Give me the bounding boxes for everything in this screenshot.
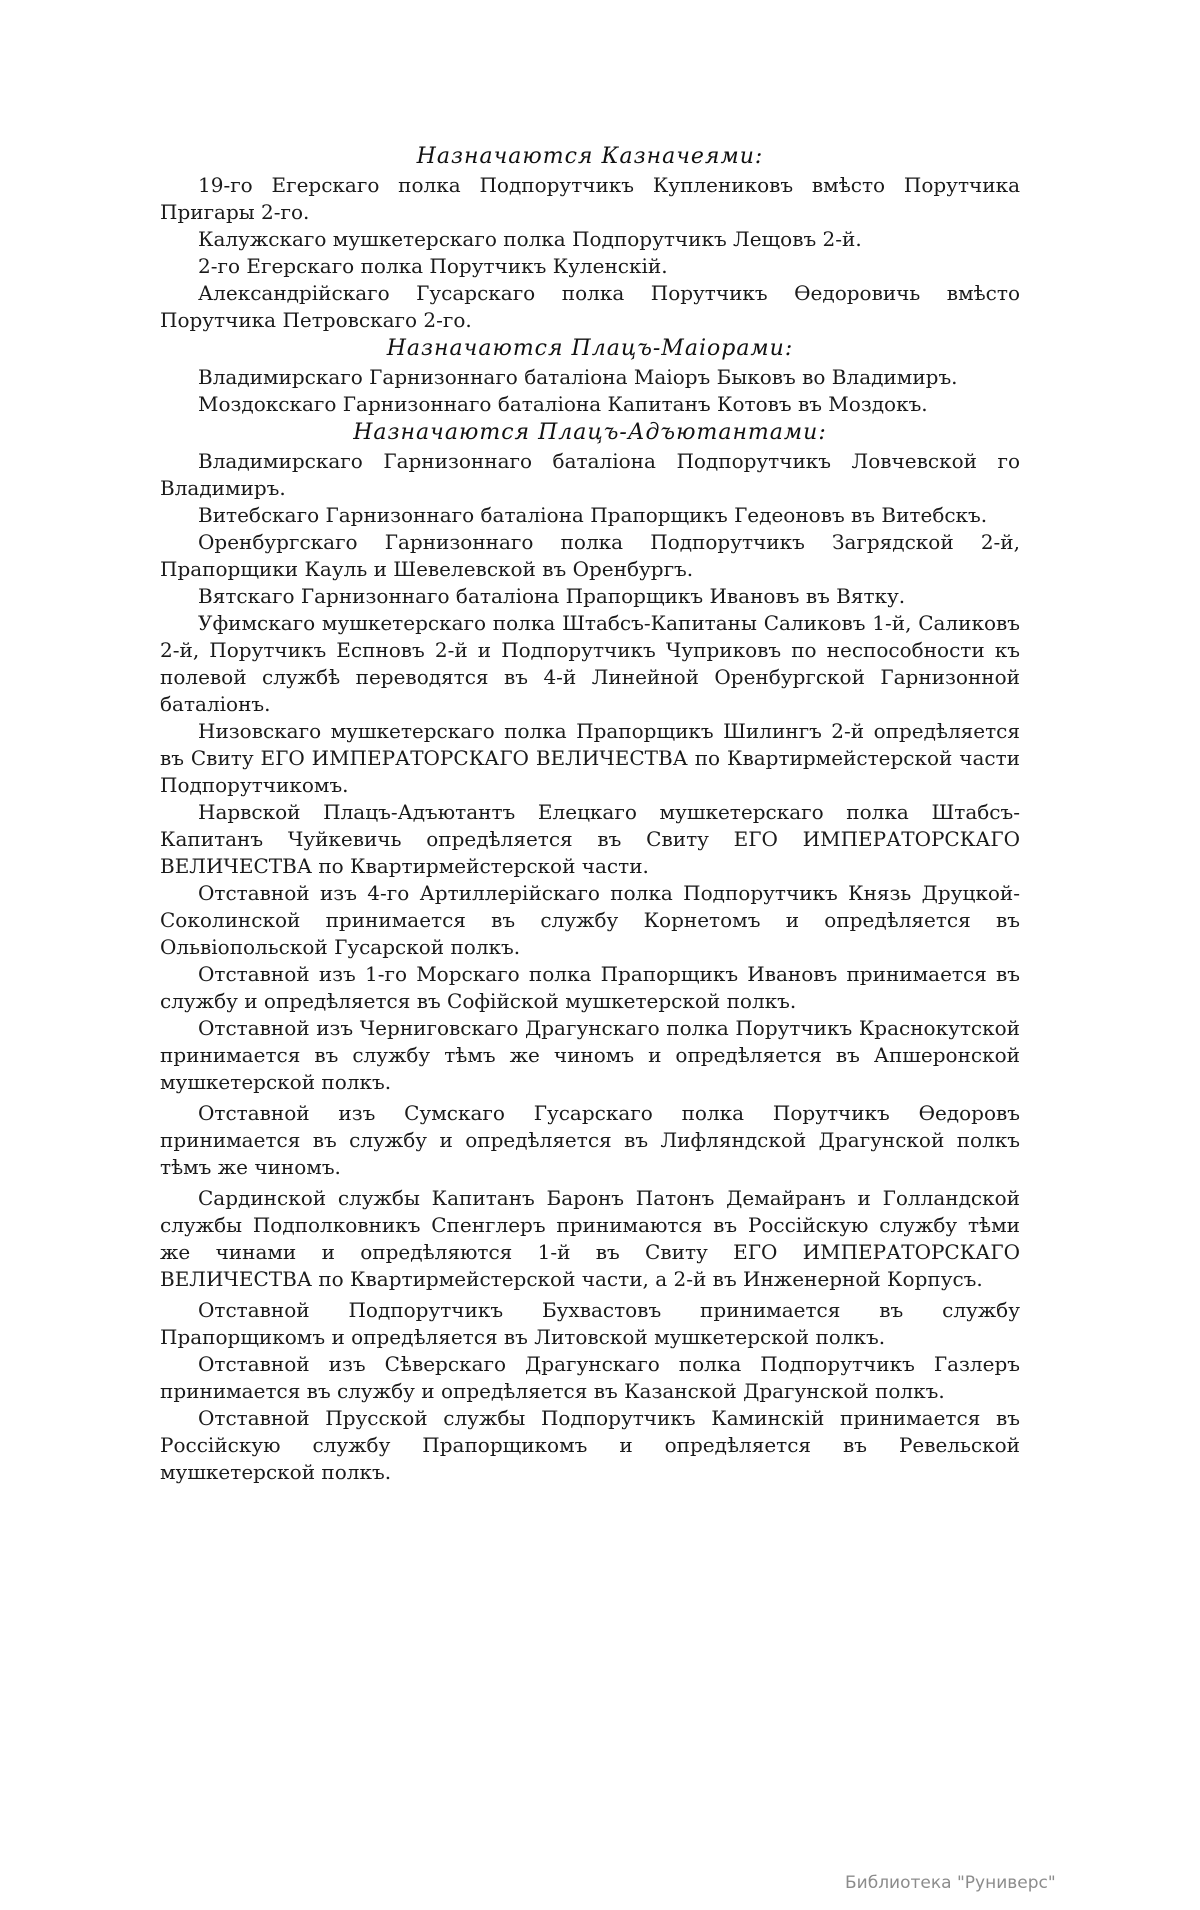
- paragraph: 19-го Егерскаго полка Подпорутчикъ Куплениковъ вмѣсто Порутчика Пригары 2-го.: [160, 173, 1020, 224]
- paragraph: Отставной изъ Сумскаго Гусарскаго полка Порутчикъ Ѳедоровъ принимается въ службу и опредѣляется въ Лифляндской Драгунской полкъ тѣмъ же чиномъ.: [160, 1101, 1020, 1179]
- paragraph: Отставной Подпорутчикъ Бухвастовъ принимается въ службу Прапорщикомъ и опредѣляется въ Литовской мушкетерской полкъ.: [160, 1298, 1020, 1349]
- paragraph: Калужскаго мушкетерскаго полка Подпорутчикъ Лещовъ 2-й.: [198, 227, 862, 251]
- paragraph: Витебскаго Гарнизоннаго баталіона Прапорщикъ Гедеоновъ въ Витебскъ.: [198, 503, 988, 527]
- paragraph: Владимирскаго Гарнизоннаго баталіона Маіоръ Быковъ во Владимиръ.: [198, 365, 958, 389]
- paragraph: Сардинской службы Капитанъ Баронъ Патонъ Демайранъ и Голландской службы Подполковникъ Спенглеръ принимаются въ Россійскую службу тѣми же чинами и опредѣляются 1-й въ Свиту ЕГО ИМПЕРАТОРСКАГО ВЕЛИЧЕСТВА по Квартирмейстерской части, а 2-й въ Инженерной Корпусъ.: [160, 1186, 1020, 1291]
- paragraph: Нарвской Плацъ-Адъютантъ Елецкаго мушкетерскаго полка Штабсъ-Капитанъ Чуйкевичь опредѣляется въ Свиту ЕГО ИМПЕРАТОРСКАГО ВЕЛИЧЕСТВА по Квартирмейстерской части.: [160, 800, 1020, 878]
- paragraph: 2-го Егерскаго полка Порутчикъ Куленскій.: [198, 254, 668, 278]
- paragraph: Низовскаго мушкетерскаго полка Прапорщикъ Шилингъ 2-й опредѣляется въ Свиту ЕГО ИМПЕРАТОРСКАГО ВЕЛИЧЕСТВА по Квартирмейстерской части Подпорутчикомъ.: [160, 719, 1020, 797]
- paragraph: Александрійскаго Гусарскаго полка Порутчикъ Ѳедоровичь вмѣсто Порутчика Петровскаго 2-го.: [160, 281, 1020, 332]
- paragraph: Отставной изъ Черниговскаго Драгунскаго полка Порутчикъ Краснокутской принимается въ службу тѣмъ же чиномъ и опредѣляется въ Апшеронской мушкетерской полкъ.: [160, 1016, 1020, 1094]
- library-watermark: Библиотека "Руниверс": [845, 1873, 1056, 1893]
- section-heading-place-majors: Назначаются Плацъ-Маіорами:: [386, 336, 794, 361]
- paragraph: Уфимскаго мушкетерскаго полка Штабсъ-Капитаны Саликовъ 1-й, Саликовъ 2-й, Порутчикъ Еспновъ 2-й и Подпорутчикъ Чуприковъ по неспособности къ полевой службѣ переводятся въ 4-й Линейной Оренбургской Гарнизонной баталіонъ.: [160, 611, 1020, 716]
- paragraph: Отставной изъ Сѣверскаго Драгунскаго полка Подпорутчикъ Газлеръ принимается въ службу и опредѣляется въ Казанской Драгунской полкъ.: [160, 1352, 1020, 1403]
- paragraph: Моздокскаго Гарнизоннаго баталіона Капитанъ Котовъ въ Моздокъ.: [198, 392, 928, 416]
- section-heading-place-adjutants: Назначаются Плацъ-Адъютантами:: [353, 420, 827, 445]
- paragraph: Отставной Прусской службы Подпорутчикъ Каминскій принимается въ Россійскую службу Прапорщикомъ и опредѣляется въ Ревельской мушкетерской полкъ.: [160, 1406, 1020, 1484]
- paragraph: Оренбургскаго Гарнизоннаго полка Подпорутчикъ Загрядской 2-й, Прапорщики Кауль и Шевелевской въ Оренбургъ.: [160, 530, 1020, 581]
- paragraph: Владимирскаго Гарнизоннаго баталіона Подпорутчикъ Ловчевской го Владимиръ.: [160, 449, 1020, 500]
- section-heading-treasurers: Назначаются Казначеями:: [416, 144, 764, 169]
- document-body: [160, 142, 1020, 1486]
- paragraph: Вятскаго Гарнизоннаго баталіона Прапорщикъ Ивановъ въ Вятку.: [198, 584, 906, 608]
- paragraph: Отставной изъ 4-го Артиллерійскаго полка Подпорутчикъ Князь Друцкой-Соколинской принимается въ службу Корнетомъ и опредѣляется въ Ольвіопольской Гусарской полкъ.: [160, 881, 1020, 959]
- paragraph: Отставной изъ 1-го Морскаго полка Прапорщикъ Ивановъ принимается въ службу и опредѣляется въ Софійской мушкетерской полкъ.: [160, 962, 1020, 1013]
